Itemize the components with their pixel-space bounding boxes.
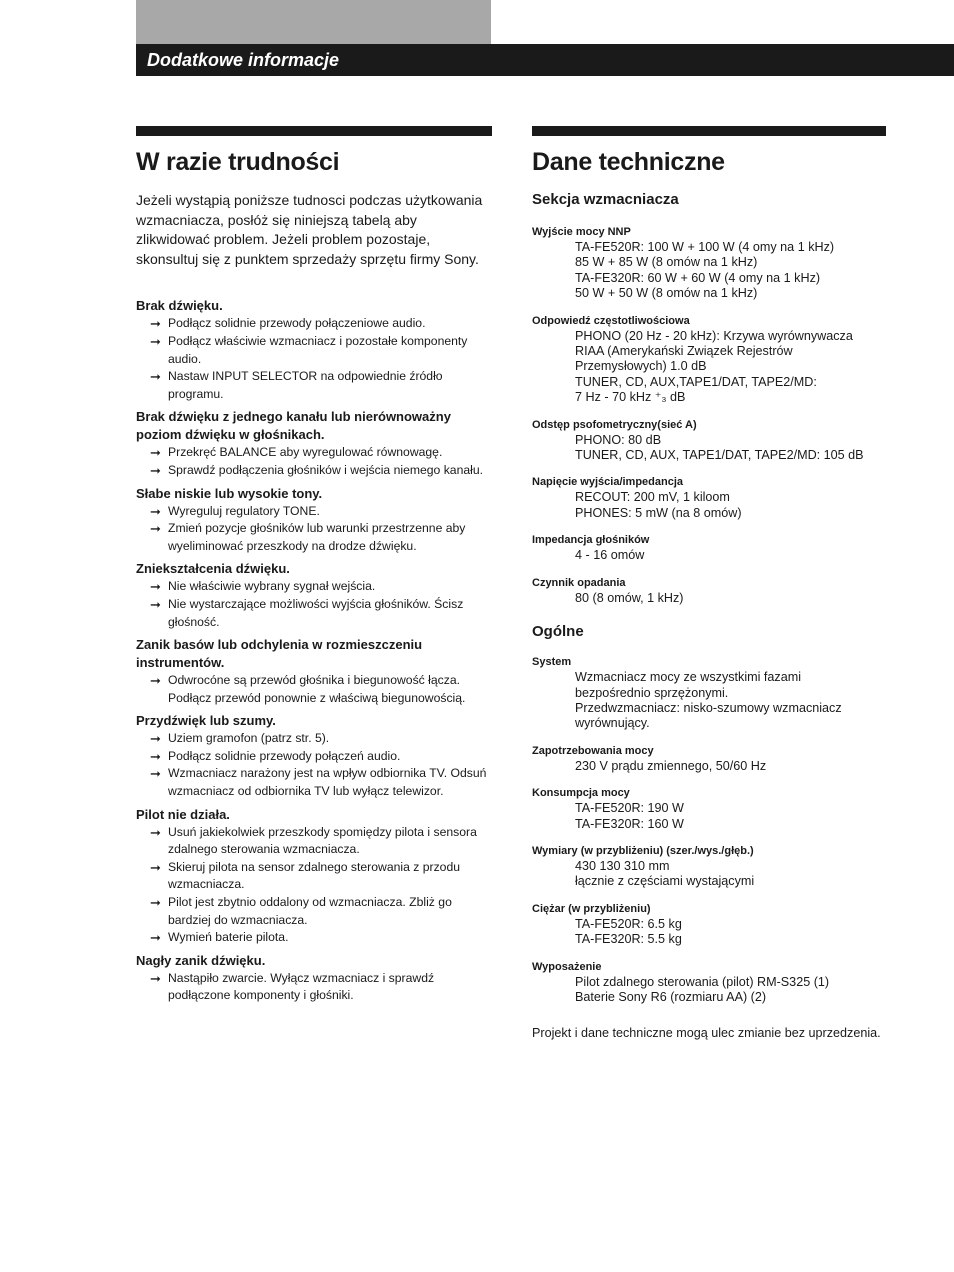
remedy-item xyxy=(136,730,492,748)
spec-value: RIAA (Amerykański Związek Rejestrów xyxy=(575,344,793,359)
spec-value: Pilot zdalnego sterowania (pilot) RM-S325 (1) xyxy=(575,974,830,989)
spec-block xyxy=(532,655,886,732)
trouble-heading: Zniekształcenia dźwięku. xyxy=(136,561,290,577)
spec-value: PHONES: 5 mW (na 8 omów) xyxy=(575,505,742,520)
remedy-text: Przekręć BALANCE aby wyregulować równowagę. xyxy=(168,445,443,460)
arrow-right-icon: ➞ xyxy=(150,766,161,782)
spec-value: 4 - 16 omów xyxy=(575,548,645,563)
spec-value: TUNER, CD, AUX, TAPE1/DAT, TAPE2/MD: 105 dB xyxy=(575,448,864,463)
general-section-heading: Ogólne xyxy=(532,623,584,641)
remedy-item xyxy=(136,672,492,707)
trouble-heading: Pilot nie działa. xyxy=(136,806,230,822)
trouble-section xyxy=(136,560,492,631)
trouble-section xyxy=(136,806,492,947)
spec-value: 7 Hz - 70 kHz ⁺₃ dB xyxy=(575,390,686,405)
remedy-text: Wymień baterie pilota. xyxy=(168,930,289,945)
trouble-section xyxy=(136,485,492,556)
arrow-right-icon: ➞ xyxy=(150,333,161,349)
troubleshooting-title: W razie trudności xyxy=(136,148,340,176)
spec-block xyxy=(532,786,886,832)
trouble-section xyxy=(136,712,492,800)
remedy-text: Usuń jakiekolwiek przeszkody spomiędzy pilota i sensora zdalnego sterowania wzmacniacza. xyxy=(168,824,477,857)
remedy-text: Wyreguluj regulatory TONE. xyxy=(168,503,320,518)
remedy-item xyxy=(136,444,492,462)
arrow-right-icon: ➞ xyxy=(150,462,161,478)
remedy-item xyxy=(136,503,492,521)
arrow-right-icon: ➞ xyxy=(150,521,161,537)
spec-value: Przedwzmacniacz: nisko-szumowy wzmacniacz xyxy=(575,700,842,715)
remedy-item xyxy=(136,333,492,368)
spec-value: wyrównujący. xyxy=(575,716,650,731)
spec-value: 230 V prądu zmiennego, 50/60 Hz xyxy=(575,758,767,773)
spec-value: 85 W + 85 W (8 omów na 1 kHz) xyxy=(575,255,758,270)
spec-label: Konsumpcja mocy xyxy=(532,787,630,800)
remedy-item xyxy=(136,765,492,800)
spec-label: Impedancja głośników xyxy=(532,534,650,547)
remedy-text: Podłącz solidnie przewody połączeń audio. xyxy=(168,748,401,763)
spec-block xyxy=(532,960,886,1006)
trouble-heading: Nagły zanik dźwięku. xyxy=(136,952,266,968)
remedy-item xyxy=(136,578,492,596)
general-specs xyxy=(532,655,886,1005)
amplifier-specs xyxy=(532,225,886,606)
trouble-section xyxy=(136,952,492,1005)
spec-value: TA-FE320R: 60 W + 60 W (4 omy na 1 kHz) xyxy=(575,270,821,285)
trouble-section xyxy=(136,408,492,479)
spec-value: bezpośrednio sprzężonymi. xyxy=(575,685,729,700)
remedy-item xyxy=(136,462,492,480)
remedy-text: Wzmacniacz narażony jest na wpływ odbiornika TV. Odsuń wzmacniacz od odbiornika TV lub wyłącz telewizor. xyxy=(168,766,487,799)
remedy-item xyxy=(136,368,492,403)
heading-rule xyxy=(532,126,886,136)
spec-label: Odstęp psofometryczny(sieć A) xyxy=(532,418,697,431)
arrow-right-icon: ➞ xyxy=(150,369,161,385)
remedy-text: Pilot jest zbytnio oddalony od wzmacniacza. Zbliż go bardziej do wzmacniacza. xyxy=(168,895,452,927)
arrow-right-icon: ➞ xyxy=(150,859,161,875)
remedy-text: Uziem gramofon (patrz str. 5). xyxy=(168,731,330,746)
remedy-text: Sprawdź podłączenia głośników i wejścia niemego kanału. xyxy=(168,462,484,477)
remedy-text: Nie właściwie wybrany sygnał wejścia. xyxy=(168,579,376,594)
remedy-text: Odwrocóne są przewód głośnika i biegunowość łącza. Podłącz przewód ponownie z właściwą biegunowością. xyxy=(168,673,466,705)
spec-label: Wyposażenie xyxy=(532,960,602,973)
spec-value: TA-FE320R: 160 W xyxy=(575,816,684,831)
remedy-text: Nastąpiło zwarcie. Wyłącz wzmacniacz i sprawdź podłączone komponenty i głośniki. xyxy=(168,970,435,1003)
spec-block xyxy=(532,844,886,890)
remedy-item xyxy=(136,748,492,766)
arrow-right-icon: ➞ xyxy=(150,445,161,461)
header-band xyxy=(136,44,954,76)
spec-value: RECOUT: 200 mV, 1 kiloom xyxy=(575,490,730,505)
arrow-right-icon: ➞ xyxy=(150,930,161,946)
arrow-right-icon: ➞ xyxy=(150,673,161,689)
spec-label: Ciężar (w przybliżeniu) xyxy=(532,902,651,915)
troubleshooting-intro: Jeżeli wystąpią poniższe tudnosci podczas użytkowania wzmacniacza, posłóż się niniejszą tabelą aby zlikwidować problem. Jeżeli problem pozostaje, skonsultuj się z punktem sprzedaży sprzętu firmy Sony. xyxy=(136,192,483,267)
spec-value: 80 (8 omów, 1 kHz) xyxy=(575,590,684,605)
arrow-right-icon: ➞ xyxy=(150,824,161,840)
spec-value: TA-FE520R: 190 W xyxy=(575,801,684,816)
spec-value: PHONO (20 Hz - 20 kHz): Krzywa wyrównywacza xyxy=(575,328,853,343)
trouble-section xyxy=(136,636,492,707)
spec-value: Baterie Sony R6 (rozmiaru AA) (2) xyxy=(575,989,767,1004)
spec-label: Wyjście mocy NNP xyxy=(532,226,631,238)
remedy-item xyxy=(136,596,492,631)
heading-rule xyxy=(136,126,492,136)
remedy-text: Podłącz solidnie przewody połączeniowe audio. xyxy=(168,316,426,331)
spec-block xyxy=(532,418,886,464)
spec-value: TA-FE520R: 100 W + 100 W (4 omy na 1 kHz) xyxy=(575,240,835,254)
spec-label: Wymiary (w przybliżeniu) (szer./wys./głęb.) xyxy=(532,844,754,857)
arrow-right-icon: ➞ xyxy=(150,596,161,612)
spec-block xyxy=(532,533,886,563)
spec-label: Zapotrzebowania mocy xyxy=(532,744,654,757)
spec-label: Napięcie wyjścia/impedancja xyxy=(532,476,684,489)
spec-block xyxy=(532,475,886,521)
remedy-text: Skieruj pilota na sensor zdalnego sterowania z przodu wzmacniacza. xyxy=(168,859,460,892)
spec-label: System xyxy=(532,656,572,669)
spec-value: TUNER, CD, AUX,TAPE1/DAT, TAPE2/MD: xyxy=(575,374,817,389)
spec-value: Wzmacniacz mocy ze wszystkimi fazami xyxy=(575,670,802,685)
remedy-text: Nie wystarczające możliwości wyjścia głośników. Ścisz głośność. xyxy=(168,596,464,629)
spec-block xyxy=(532,902,886,948)
spec-value: 430 130 310 mm xyxy=(575,858,670,873)
spec-label: Czynnik opadania xyxy=(532,576,626,589)
troubleshooting-column xyxy=(136,126,492,1005)
specifications-title: Dane techniczne xyxy=(532,148,725,176)
spec-block xyxy=(532,225,886,302)
spec-value: Przemysłowych) 1.0 dB xyxy=(575,359,707,374)
section-header-title: Dodatkowe informacje xyxy=(147,50,340,70)
arrow-right-icon: ➞ xyxy=(150,748,161,764)
spec-block xyxy=(532,744,886,774)
arrow-right-icon: ➞ xyxy=(150,316,161,332)
amplifier-section-heading: Sekcja wzmacniacza xyxy=(532,191,679,208)
spec-value: TA-FE320R: 5.5 kg xyxy=(575,932,682,947)
specifications-footnote: Projekt i dane techniczne mogą ulec zmianie bez uprzedzenia. xyxy=(532,1026,881,1041)
spec-value: łącznie z częściami wystającymi xyxy=(575,874,755,889)
remedy-item xyxy=(136,315,492,333)
spec-value: 50 W + 50 W (8 omów na 1 kHz) xyxy=(575,286,758,301)
remedy-item xyxy=(136,970,492,1005)
arrow-right-icon: ➞ xyxy=(150,731,161,747)
spec-block xyxy=(532,314,886,406)
trouble-heading: Zanik basów lub odchylenia w rozmieszczeniu instrumentów. xyxy=(136,637,423,671)
trouble-heading: Brak dźwięku z jednego kanału lub nierównoważny poziom dźwięku w głośnikach. xyxy=(136,409,451,443)
spec-label: Odpowiedź częstotliwościowa xyxy=(532,314,690,327)
remedy-item xyxy=(136,859,492,894)
remedy-text: Zmień pozycje głośników lub warunki przestrzenne aby wyeliminować przeszkody na drodze dźwięku. xyxy=(168,521,466,553)
trouble-heading: Słabe niskie lub wysokie tony. xyxy=(136,485,323,501)
specifications-column xyxy=(532,126,886,1042)
trouble-heading: Przydźwięk lub szumy. xyxy=(136,713,276,729)
spec-value: PHONO: 80 dB xyxy=(575,432,662,447)
trouble-section xyxy=(136,297,492,403)
remedy-item xyxy=(136,894,492,929)
arrow-right-icon: ➞ xyxy=(150,970,161,986)
remedy-text: Podłącz właściwie wzmacniacz i pozostałe komponenty audio. xyxy=(168,333,468,366)
remedy-item xyxy=(136,520,492,555)
arrow-right-icon: ➞ xyxy=(150,503,161,519)
troubleshooting-list xyxy=(136,297,492,1005)
arrow-right-icon: ➞ xyxy=(150,579,161,595)
remedy-text: Nastaw INPUT SELECTOR na odpowiednie źródło programu. xyxy=(168,369,443,401)
remedy-item xyxy=(136,929,492,947)
arrow-right-icon: ➞ xyxy=(150,895,161,911)
header-gray-block xyxy=(136,0,491,44)
spec-value: TA-FE520R: 6.5 kg xyxy=(575,916,682,931)
spec-block xyxy=(532,576,886,606)
remedy-item xyxy=(136,824,492,859)
trouble-heading: Brak dźwięku. xyxy=(136,298,223,314)
